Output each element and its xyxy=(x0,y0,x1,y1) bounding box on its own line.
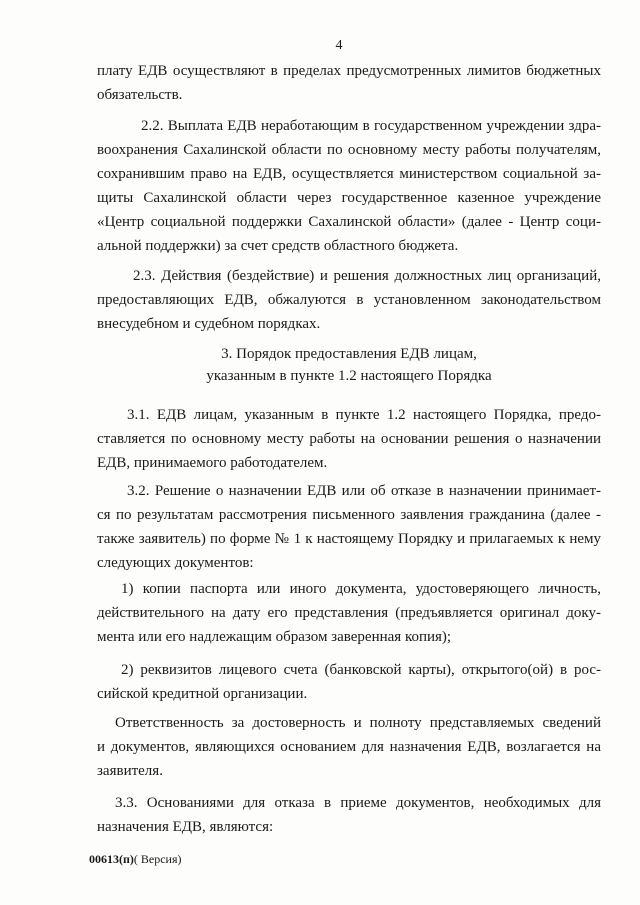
text-line: и документов, являющихся основанием для назначения ЕДВ, возлагается на xyxy=(97,739,601,755)
text-line: плату ЕДВ осуществляют в пределах предусмотренных лимитов бюджетных xyxy=(97,63,601,79)
text-line: заявителя. xyxy=(97,763,163,779)
text-line: 2.3. Действия (бездействие) и решения должностных лиц организаций, xyxy=(133,268,601,284)
text-line: также заявитель) по форме № 1 к настоящему Порядку и прилагаемых к нему xyxy=(97,531,601,547)
text-line: назначения ЕДВ, являются: xyxy=(97,819,274,835)
text-line: сохранившим право на ЕДВ, осуществляется министерством социальной за- xyxy=(97,166,601,182)
text-line: 3.2. Решение о назначении ЕДВ или об отказе в назначении принимает- xyxy=(127,483,601,499)
list-item: 1) копии паспорта или иного документа, удостоверяющего личность, xyxy=(121,581,601,597)
document-footer xyxy=(89,851,182,867)
text-line: обязательств. xyxy=(97,87,183,103)
text-line: «Центр социальной поддержки Сахалинской области» (далее - Центр соци- xyxy=(97,214,601,230)
text-line: 2.2. Выплата ЕДВ неработающим в государственном учреждении здра- xyxy=(141,118,601,134)
text-line: ЕДВ, принимаемого работодателем. xyxy=(97,455,328,471)
text-line: 3.3. Основаниями для отказа в приеме документов, необходимых для xyxy=(115,795,601,811)
text-line: внесудебном и судебном порядках. xyxy=(97,316,321,332)
section-heading: 3. Порядок предоставления ЕДВ лицам, xyxy=(221,346,477,362)
text-line: воохранения Сахалинской области по основному месту работы получателям, xyxy=(97,142,601,158)
text-line: щиты Сахалинской области через государственное казенное учреждение xyxy=(97,190,601,206)
text-line: сийской кредитной организации. xyxy=(97,686,308,702)
text-line: ставляется по основному месту работы на основании решения о назначении xyxy=(97,431,601,447)
text-line: мента или его надлежащим образом заверенная копия); xyxy=(97,629,452,645)
text-line: Ответственность за достоверность и полноту представляемых сведений xyxy=(115,715,601,731)
section-heading: указанным в пункте 1.2 настоящего Порядка xyxy=(206,368,492,384)
text-line: действительного на дату его представления (предъявляется оригинал доку- xyxy=(97,605,601,621)
text-line: альной поддержки) за счет средств областного бюджета. xyxy=(97,238,459,254)
page-number: 4 xyxy=(335,38,343,53)
text-line: следующих документов: xyxy=(97,555,254,571)
text-line: ся по результатам рассмотрения письменного заявления гражданина (далее - xyxy=(97,507,601,523)
text-line: предоставляющих ЕДВ, обжалуются в установленном законодательством xyxy=(97,292,601,308)
list-item: 2) реквизитов лицевого счета (банковской карты), открытого(ой) в рос- xyxy=(121,662,601,678)
text-line: 3.1. ЕДВ лицам, указанным в пункте 1.2 настоящего Порядка, предо- xyxy=(127,407,601,423)
document-code: 00613(п) xyxy=(89,852,134,866)
document-version: ( Версия) xyxy=(133,852,182,866)
